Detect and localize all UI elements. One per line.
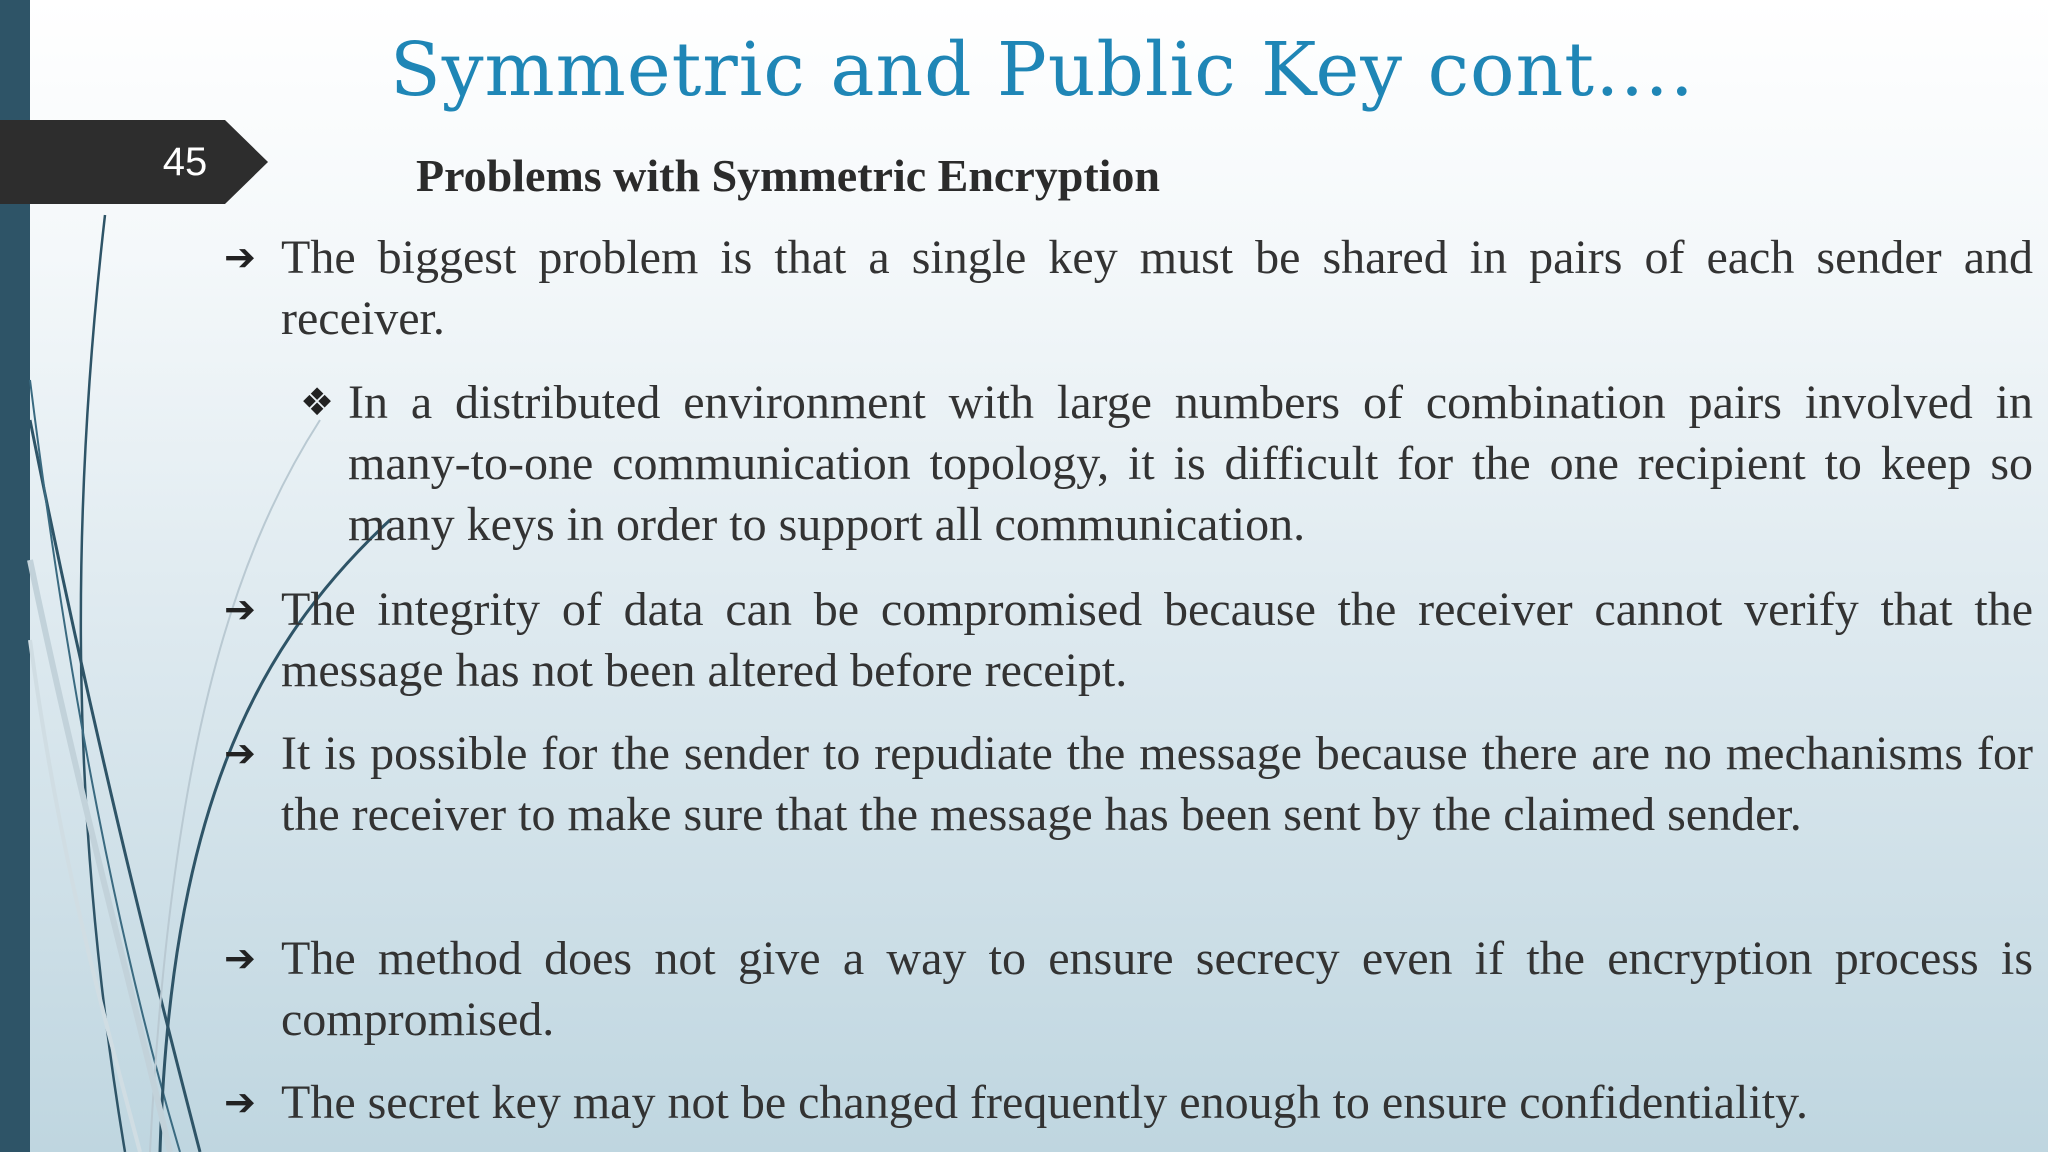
slide-subtitle: Problems with Symmetric Encryption [416, 150, 1161, 201]
pencil-arrow-icon: ➔ [224, 731, 256, 775]
list-item: In a distributed environment with large numbers of combination pairs involved in many-to-one communication topology, it is difficult for the one recipient to keep so many keys in order to support all communication. [348, 376, 2033, 551]
slide-title: Symmetric and Public Key cont…. [390, 27, 1695, 113]
list-item: The method does not give a way to ensure secrecy even if the encryption process is compromised. [281, 932, 2033, 1046]
list-item: The integrity of data can be compromised because the receiver cannot verify that the message has not been altered before receipt. [281, 583, 2033, 697]
list-item: It is possible for the sender to repudiate the message because there are no mechanisms for the receiver to make sure that the message has been sent by the claimed sender. [281, 727, 2033, 841]
four-diamond-icon: ❖ [300, 380, 335, 424]
pencil-arrow-icon: ➔ [224, 1080, 256, 1124]
slide-number-tab [0, 120, 268, 204]
list-item: The biggest problem is that a single key must be shared in pairs of each sender and receiver. [281, 231, 2033, 345]
pencil-arrow-icon: ➔ [224, 235, 256, 279]
list-item: The secret key may not be changed frequently enough to ensure confidentiality. [281, 1076, 1808, 1129]
pencil-arrow-icon: ➔ [224, 587, 256, 631]
pencil-arrow-icon: ➔ [224, 936, 256, 980]
slide-number: 45 [162, 140, 208, 184]
